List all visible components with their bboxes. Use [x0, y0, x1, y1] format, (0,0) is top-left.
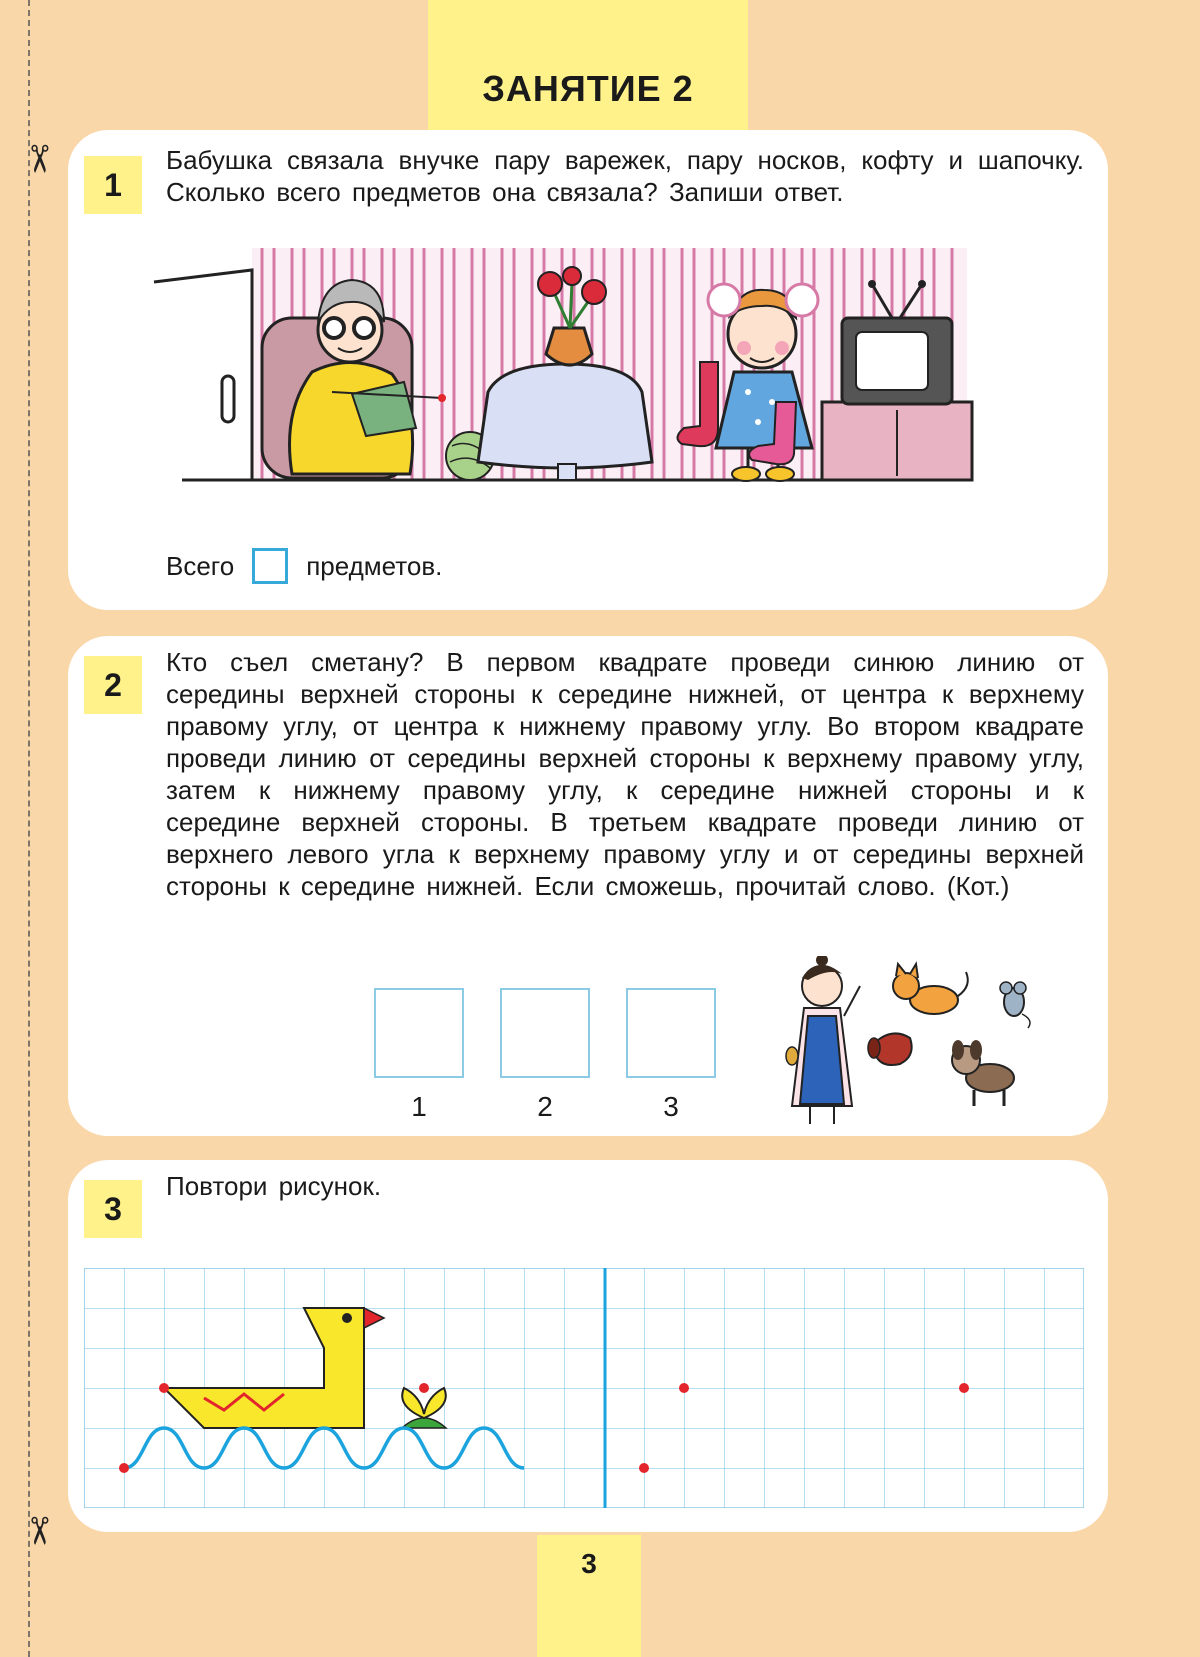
task-text: Кто съел сметану? В первом квадрате проведи синюю линию от середины верхней стороны к середине нижней, от центра к верхнему правому углу, от центра к нижнему правому углу. Во втором квадрате проведи линию от середины верхней стороны к верхнему правому углу, затем к нижнему правому углу, к середине нижней стороны и к середине верхней стороны. В третьем квадрате проведи линию от верхнего левого угла к верхнему правому углу и от середины верхней стороны к середине нижней. Если сможешь, прочитай слово. (Кот.)	[166, 647, 1084, 901]
scissors-icon: ✂	[16, 1515, 59, 1547]
answer-suffix: предметов.	[306, 550, 443, 581]
task-card-2	[68, 636, 1108, 1136]
square-label: 3	[663, 1091, 679, 1122]
who-ate-sour-cream-illustration	[778, 956, 1038, 1131]
task-card-1	[68, 130, 1108, 610]
start-dot	[119, 1463, 129, 1473]
square-label: 2	[537, 1091, 553, 1122]
start-dot	[159, 1383, 169, 1393]
scissors-icon: ✂	[16, 143, 59, 175]
drawing-square-3[interactable]	[626, 988, 716, 1078]
task-number: 3	[84, 1180, 142, 1238]
grandma-knitting-illustration	[152, 242, 982, 502]
answer-box[interactable]	[252, 548, 288, 584]
task-card-3	[68, 1160, 1108, 1532]
start-dot	[959, 1383, 969, 1393]
cut-line	[28, 0, 30, 1657]
task-number: 2	[84, 656, 142, 714]
drawing-square-2[interactable]	[500, 988, 590, 1078]
start-dot	[419, 1383, 429, 1393]
square-label: 1	[411, 1091, 427, 1122]
drawing-square-1[interactable]	[374, 988, 464, 1078]
start-dot	[639, 1463, 649, 1473]
start-dot	[679, 1383, 689, 1393]
task-number: 1	[84, 156, 142, 214]
drawing-grid[interactable]	[84, 1268, 1084, 1508]
task-text: Повтори рисунок.	[166, 1171, 382, 1201]
page-title: ЗАНЯТИЕ 2	[482, 68, 694, 109]
answer-prefix: Всего	[166, 550, 235, 581]
page-number: 3	[581, 1548, 597, 1579]
task-text: Бабушка связала внучке пару варежек, пару носков, кофту и шапочку. Сколько всего предметов она связала? Запиши ответ.	[166, 145, 1084, 207]
answer-row	[166, 548, 442, 584]
